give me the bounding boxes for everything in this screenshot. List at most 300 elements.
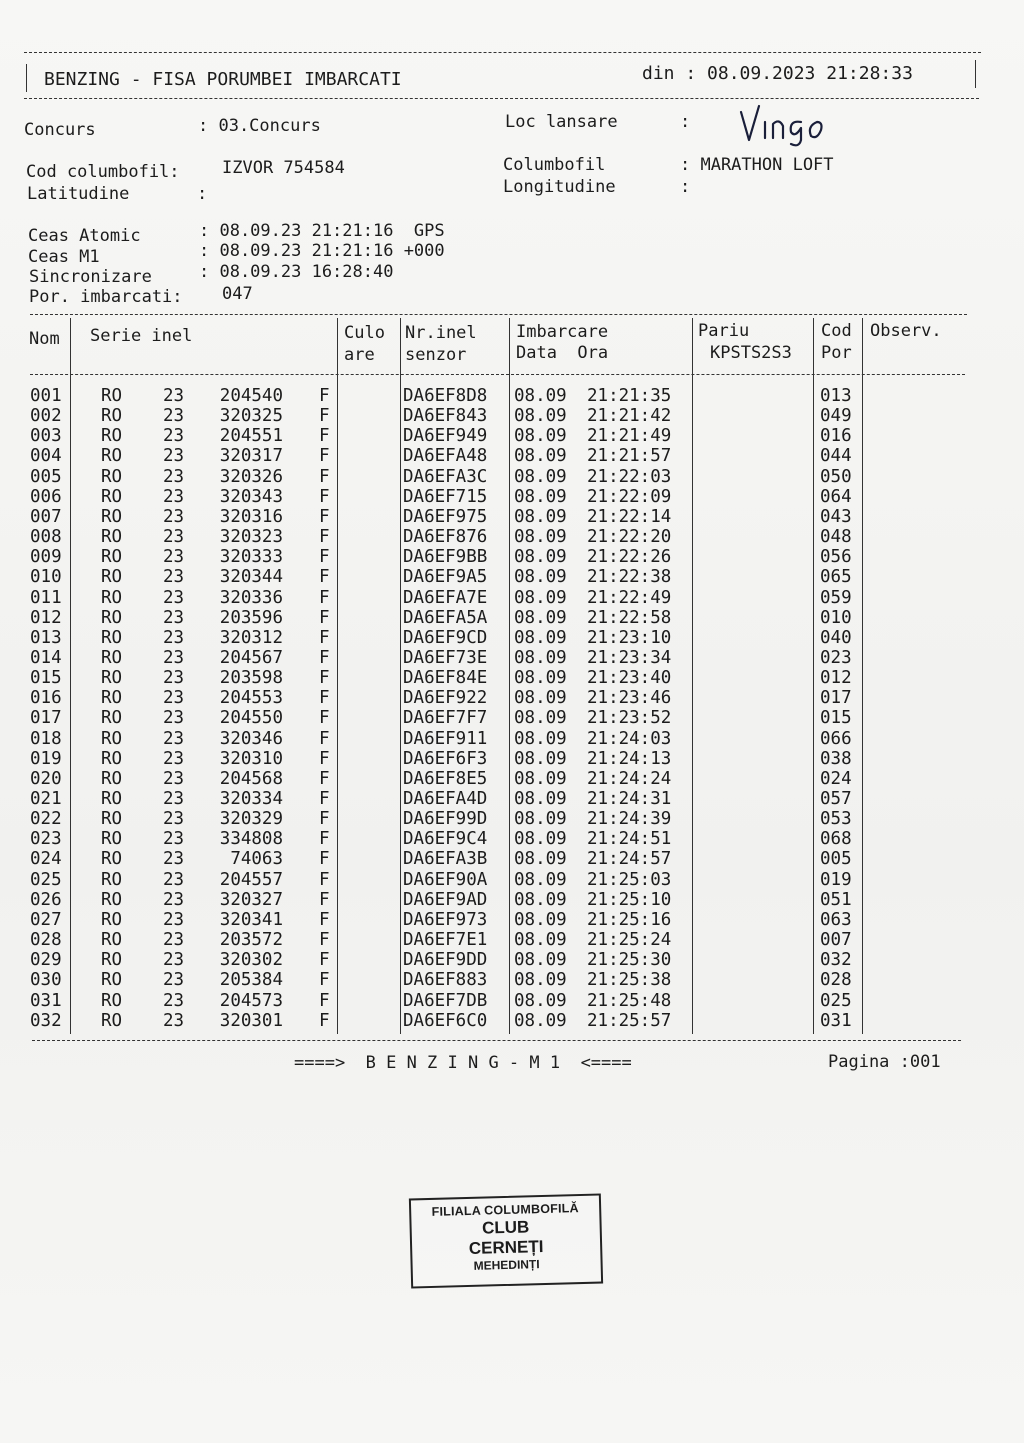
row-sex: F [319,567,330,588]
row-country: RO [101,406,123,427]
report-datetime: din : 08.09.2023 21:28:33 [642,63,913,84]
row-date: 08.09 [514,909,567,930]
row-year: 23 [163,527,185,548]
row-date: 08.09 [514,527,567,548]
row-sex: F [319,668,330,689]
row-date: 08.09 [514,607,567,628]
row-time: 21:21:49 [587,426,672,447]
columbofil-value: : MARATHON LOFT [680,155,834,175]
row-ring-number: 320326 [219,466,283,487]
row-sensor-id: DA6EF84E [403,668,488,689]
row-year: 23 [163,1010,185,1031]
row-time: 21:25:10 [587,889,672,910]
table-row [0,406,1024,426]
row-sensor-id: DA6EF883 [403,970,488,991]
latitudine-label: Latitudine [27,184,130,204]
row-sensor-id: DA6EF9A5 [403,567,488,588]
row-year: 23 [163,627,185,648]
row-date: 08.09 [514,1010,567,1031]
row-year: 23 [163,849,185,870]
row-sex: F [319,809,330,830]
row-time: 21:24:24 [587,768,672,789]
row-ring-number: 204568 [219,768,283,789]
table-row [0,668,1024,688]
header-top-rule [24,52,981,53]
row-date: 08.09 [514,567,567,588]
row-nom: 002 [30,406,62,427]
row-country: RO [101,930,123,951]
row-sex: F [319,748,330,769]
row-sex: F [319,688,330,709]
row-time: 21:25:48 [587,990,672,1011]
row-time: 21:24:13 [587,748,672,769]
longitudine-label: Longitudine [503,177,616,197]
row-time: 21:25:30 [587,950,672,971]
col-header-culoare-1: Culo [344,323,385,343]
row-sensor-id: DA6EFA4D [403,789,488,809]
row-cod-por: 028 [820,970,852,991]
header-left-bar [26,64,27,92]
row-sensor-id: DA6EFA5A [403,607,488,628]
row-date: 08.09 [514,386,567,406]
row-ring-number: 334808 [219,829,283,850]
row-cod-por: 005 [820,849,852,870]
row-cod-por: 059 [820,587,852,608]
row-time: 21:24:39 [587,809,672,830]
row-date: 08.09 [514,829,567,850]
table-bottom-rule [32,1040,961,1041]
row-country: RO [101,990,123,1011]
row-country: RO [101,486,123,507]
row-country: RO [101,506,123,527]
row-country: RO [101,567,123,588]
row-ring-number: 204540 [219,386,283,406]
row-cod-por: 024 [820,768,852,789]
row-sex: F [319,990,330,1011]
row-sensor-id: DA6EFA7E [403,587,488,608]
table-row [0,386,1024,406]
row-ring-number: 204550 [219,708,283,729]
row-time: 21:23:40 [587,668,672,689]
loc-lansare-label: Loc lansare [505,112,618,132]
row-ring-number: 320329 [219,809,283,830]
row-date: 08.09 [514,849,567,870]
row-sensor-id: DA6EF922 [403,688,488,709]
row-nom: 032 [30,1010,62,1031]
row-nom: 001 [30,386,62,406]
row-sensor-id: DA6EF6F3 [403,748,488,769]
row-cod-por: 015 [820,708,852,729]
row-sex: F [319,1010,330,1031]
col-header-imbarcare-1: Imbarcare [516,322,609,342]
row-year: 23 [163,466,185,487]
row-time: 21:21:35 [587,386,672,406]
row-sex: F [319,950,330,971]
row-year: 23 [163,990,185,1011]
table-row [0,910,1024,930]
row-cod-por: 064 [820,486,852,507]
row-sex: F [319,909,330,930]
row-cod-por: 063 [820,909,852,930]
row-ring-number: 203598 [219,668,283,689]
row-time: 21:22:58 [587,607,672,628]
table-row [0,708,1024,728]
row-year: 23 [163,406,185,427]
table-top-rule [30,314,967,315]
row-nom: 014 [30,647,62,668]
row-country: RO [101,607,123,628]
col-header-observatii: Observ. [870,321,942,341]
table-row [0,608,1024,628]
row-ring-number: 320312 [219,627,283,648]
table-row [0,849,1024,869]
row-country: RO [101,970,123,991]
row-country: RO [101,587,123,608]
row-date: 08.09 [514,930,567,951]
row-country: RO [101,789,123,809]
row-country: RO [101,829,123,850]
loc-lansare-colon: : [680,112,691,132]
row-nom: 004 [30,446,62,467]
row-ring-number: 320334 [219,789,283,809]
row-year: 23 [163,506,185,527]
row-sensor-id: DA6EFA48 [403,446,488,467]
row-sex: F [319,547,330,568]
stamp-line-1: FILIALA COLUMBOFILĂ [431,1201,579,1219]
row-year: 23 [163,829,185,850]
columbofil-label: Columbofil [503,155,606,175]
row-cod-por: 066 [820,728,852,749]
sincronizare-label: Sincronizare [29,267,152,287]
row-sensor-id: DA6EF9AD [403,889,488,910]
row-date: 08.09 [514,547,567,568]
row-date: 08.09 [514,708,567,729]
footer-brand: ====> B E N Z I N G - M 1 <==== [294,1053,632,1073]
row-time: 21:21:57 [587,446,672,467]
table-row [0,547,1024,567]
row-year: 23 [163,970,185,991]
row-time: 21:23:46 [587,688,672,709]
table-row [0,991,1024,1011]
row-sensor-id: DA6EF8D8 [403,386,488,406]
row-country: RO [101,527,123,548]
row-nom: 020 [30,768,62,789]
row-nom: 026 [30,889,62,910]
row-sex: F [319,627,330,648]
row-country: RO [101,849,123,870]
row-date: 08.09 [514,789,567,809]
table-row [0,507,1024,527]
row-date: 08.09 [514,970,567,991]
row-country: RO [101,950,123,971]
row-date: 08.09 [514,768,567,789]
cod-columbofil-value: IZVOR 754584 [222,158,345,178]
row-country: RO [101,627,123,648]
row-cod-por: 056 [820,547,852,568]
row-ring-number: 320317 [219,446,283,467]
row-ring-number: 203596 [219,607,283,628]
row-year: 23 [163,909,185,930]
row-ring-number: 320341 [219,909,283,930]
row-nom: 011 [30,587,62,608]
row-time: 21:23:52 [587,708,672,729]
header-bottom-rule [24,98,979,99]
row-nom: 018 [30,728,62,749]
table-row [0,970,1024,990]
col-header-nom: Nom [29,329,60,349]
row-cod-por: 016 [820,426,852,447]
row-date: 08.09 [514,889,567,910]
row-sensor-id: DA6EF9DD [403,950,488,971]
porumbei-imbarcati-value: 047 [222,284,253,304]
row-sex: F [319,506,330,527]
table-row [0,467,1024,487]
concurs-value: : 03.Concurs [198,116,321,136]
row-nom: 021 [30,789,62,809]
handwritten-location [735,100,835,148]
row-nom: 007 [30,506,62,527]
row-nom: 022 [30,809,62,830]
row-cod-por: 051 [820,889,852,910]
row-year: 23 [163,889,185,910]
stamp-line-3: CERNEȚI [468,1237,544,1258]
row-sex: F [319,406,330,427]
row-time: 21:22:14 [587,506,672,527]
row-ring-number: 204573 [219,990,283,1011]
row-nom: 013 [30,627,62,648]
row-sensor-id: DA6EFA3B [403,849,488,870]
row-year: 23 [163,809,185,830]
row-time: 21:22:26 [587,547,672,568]
table-row [0,890,1024,910]
row-ring-number: 320327 [219,889,283,910]
row-sensor-id: DA6EF7E1 [403,930,488,951]
row-date: 08.09 [514,647,567,668]
col-header-cod-2: Por [821,343,852,363]
stamp-line-4: MEHEDINȚI [473,1257,540,1273]
col-header-cod-1: Cod [821,321,852,341]
row-time: 21:25:16 [587,909,672,930]
page-number: Pagina :001 [828,1052,941,1072]
table-row [0,950,1024,970]
row-time: 21:24:57 [587,849,672,870]
row-year: 23 [163,748,185,769]
row-country: RO [101,647,123,668]
col-header-nr-inel-2: senzor [405,345,467,365]
row-cod-por: 019 [820,869,852,890]
stamp-line-2: CLUB [481,1217,530,1238]
ceas-m1-label: Ceas M1 [28,247,100,267]
table-row [0,446,1024,466]
row-ring-number: 320310 [219,748,283,769]
row-nom: 006 [30,486,62,507]
row-cod-por: 050 [820,466,852,487]
row-date: 08.09 [514,506,567,527]
row-sex: F [319,768,330,789]
row-cod-por: 038 [820,748,852,769]
row-cod-por: 007 [820,930,852,951]
row-nom: 016 [30,688,62,709]
row-nom: 010 [30,567,62,588]
table-row [0,930,1024,950]
row-time: 21:22:20 [587,527,672,548]
row-time: 21:25:38 [587,970,672,991]
row-sex: F [319,607,330,628]
row-nom: 023 [30,829,62,850]
cod-columbofil-label: Cod columbofil: [26,162,180,182]
row-date: 08.09 [514,466,567,487]
col-header-imbarcare-2: Data Ora [516,343,609,363]
col-header-pariu-2: KPSTS2S3 [710,343,792,363]
row-sensor-id: DA6EF8E5 [403,768,488,789]
row-cod-por: 043 [820,506,852,527]
table-row [0,829,1024,849]
row-date: 08.09 [514,446,567,467]
row-cod-por: 013 [820,386,852,406]
row-cod-por: 012 [820,668,852,689]
longitudine-value: : [680,177,691,197]
row-ring-number: 74063 [230,849,283,870]
row-date: 08.09 [514,869,567,890]
row-time: 21:24:03 [587,728,672,749]
row-country: RO [101,547,123,568]
row-country: RO [101,668,123,689]
row-ring-number: 204567 [219,647,283,668]
row-sensor-id: DA6EF9C4 [403,829,488,850]
table-row [0,769,1024,789]
row-sex: F [319,386,330,406]
ceas-atomic-label: Ceas Atomic [28,226,141,246]
row-cod-por: 025 [820,990,852,1011]
row-year: 23 [163,950,185,971]
row-sensor-id: DA6EF7DB [403,990,488,1011]
row-ring-number: 320302 [219,950,283,971]
row-cod-por: 049 [820,406,852,427]
table-row [0,588,1024,608]
row-cod-por: 031 [820,1010,852,1031]
row-time: 21:22:38 [587,567,672,588]
table-row [0,1011,1024,1031]
row-ring-number: 204557 [219,869,283,890]
latitudine-value: : [197,184,208,204]
row-date: 08.09 [514,406,567,427]
row-country: RO [101,889,123,910]
row-sex: F [319,446,330,467]
row-country: RO [101,909,123,930]
row-sex: F [319,889,330,910]
report-title: BENZING - FISA PORUMBEI IMBARCATI [44,69,402,90]
row-cod-por: 017 [820,688,852,709]
row-year: 23 [163,668,185,689]
row-cod-por: 057 [820,789,852,809]
row-time: 21:22:49 [587,587,672,608]
table-header-rule [30,374,965,375]
row-sensor-id: DA6EF949 [403,426,488,447]
row-cod-por: 053 [820,809,852,830]
row-cod-por: 040 [820,627,852,648]
row-ring-number: 320344 [219,567,283,588]
row-date: 08.09 [514,587,567,608]
row-sensor-id: DA6EF973 [403,909,488,930]
row-year: 23 [163,708,185,729]
row-sensor-id: DA6EF7F7 [403,708,488,729]
row-date: 08.09 [514,990,567,1011]
row-sex: F [319,708,330,729]
row-sex: F [319,829,330,850]
row-country: RO [101,809,123,830]
table-row [0,487,1024,507]
row-ring-number: 204553 [219,688,283,709]
row-ring-number: 203572 [219,930,283,951]
row-sensor-id: DA6EF9BB [403,547,488,568]
row-year: 23 [163,789,185,809]
row-year: 23 [163,647,185,668]
row-nom: 030 [30,970,62,991]
row-cod-por: 048 [820,527,852,548]
row-date: 08.09 [514,627,567,648]
row-year: 23 [163,386,185,406]
row-year: 23 [163,930,185,951]
row-country: RO [101,1010,123,1031]
table-row [0,870,1024,890]
row-sensor-id: DA6EF843 [403,406,488,427]
row-sex: F [319,587,330,608]
row-nom: 012 [30,607,62,628]
row-year: 23 [163,426,185,447]
col-header-culoare-2: are [344,345,375,365]
table-row [0,749,1024,769]
row-ring-number: 320346 [219,728,283,749]
row-year: 23 [163,607,185,628]
row-time: 21:21:42 [587,406,672,427]
row-year: 23 [163,486,185,507]
row-sex: F [319,869,330,890]
row-time: 21:22:03 [587,466,672,487]
row-year: 23 [163,768,185,789]
row-country: RO [101,446,123,467]
row-sensor-id: DA6EF9CD [403,627,488,648]
row-ring-number: 320333 [219,547,283,568]
row-nom: 024 [30,849,62,870]
table-row [0,688,1024,708]
row-country: RO [101,688,123,709]
col-header-serie-inel: Serie inel [90,326,193,346]
table-row [0,628,1024,648]
row-sensor-id: DA6EF73E [403,647,488,668]
header-right-bar [975,60,976,88]
porumbei-imbarcati-label: Por. imbarcati: [29,287,183,307]
table-row [0,789,1024,809]
concurs-label: Concurs [24,120,96,140]
row-country: RO [101,768,123,789]
row-sensor-id: DA6EF911 [403,728,488,749]
row-ring-number: 320316 [219,506,283,527]
row-cod-por: 068 [820,829,852,850]
row-time: 21:25:24 [587,930,672,951]
row-nom: 019 [30,748,62,769]
ceas-atomic-value: : 08.09.23 21:21:16 GPS [199,221,445,241]
row-cod-por: 065 [820,567,852,588]
row-sex: F [319,486,330,507]
row-nom: 017 [30,708,62,729]
row-nom: 028 [30,930,62,951]
table-row [0,567,1024,587]
row-date: 08.09 [514,486,567,507]
row-date: 08.09 [514,809,567,830]
row-sensor-id: DA6EF715 [403,486,488,507]
row-nom: 025 [30,869,62,890]
club-stamp [409,1194,603,1289]
